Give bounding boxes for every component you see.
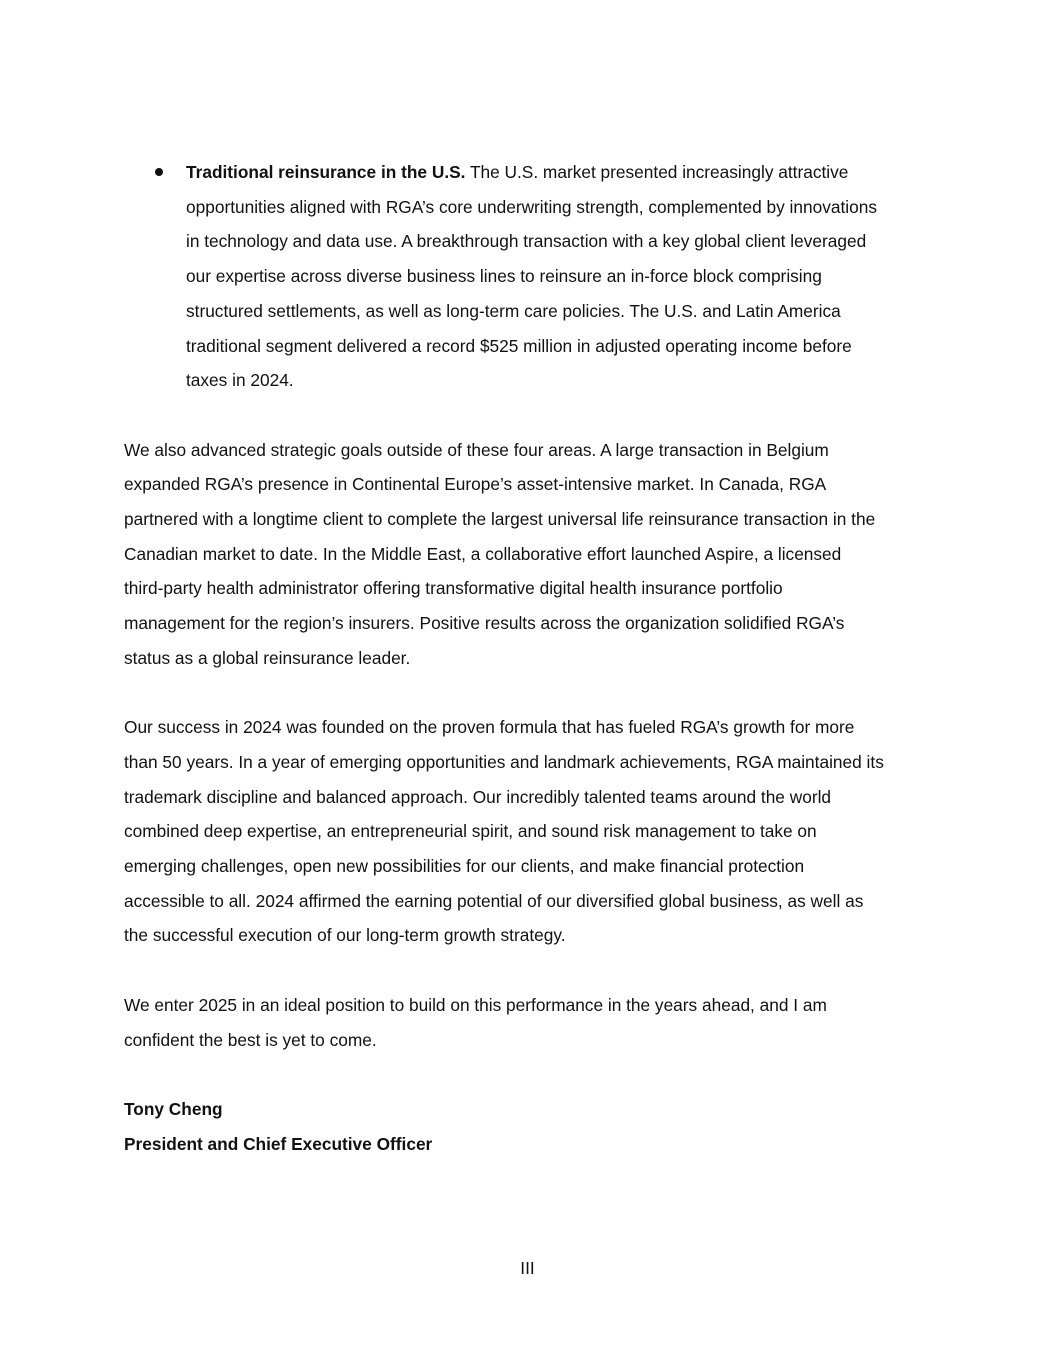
bullet-line: [186, 162, 848, 182]
paragraph-line: confident the best is yet to come.: [124, 1029, 377, 1050]
signature-title: President and Chief Executive Officer: [124, 1134, 433, 1154]
paragraph-line: management for the region’s insurers. Positive results across the organization solidified RGA’s: [124, 613, 845, 634]
signature-name: Tony Cheng: [124, 1099, 223, 1119]
paragraph-line: accessible to all. 2024 affirmed the earning potential of our diversified global business, as well as: [124, 890, 864, 911]
paragraph-line: third-party health administrator offering transformative digital health insurance portfolio: [124, 578, 783, 599]
paragraph-line: emerging challenges, open new possibilities for our clients, and make financial protection: [124, 856, 805, 876]
bullet-line: traditional segment delivered a record $525 million in adjusted operating income before: [186, 335, 852, 356]
paragraph-line: Canadian market to date. In the Middle East, a collaborative effort launched Aspire, a licensed: [124, 543, 842, 564]
paragraph-line: We enter 2025 in an ideal position to build on this performance in the years ahead, and I am: [124, 994, 827, 1015]
bullet-text: The U.S. market presented increasingly attractive: [465, 162, 849, 182]
paragraph-line: combined deep expertise, an entrepreneurial spirit, and sound risk management to take on: [124, 821, 817, 842]
page-number: III: [520, 1258, 535, 1278]
paragraph-line: partnered with a longtime client to complete the largest universal life reinsurance transaction in the: [124, 509, 876, 529]
bullet-lead: Traditional reinsurance in the U.S.: [186, 162, 466, 182]
paragraph-line: Our success in 2024 was founded on the proven formula that has fueled RGA’s growth for more: [124, 717, 855, 738]
paragraph-line: the successful execution of our long-term growth strategy.: [124, 925, 566, 946]
bullet-icon: [155, 168, 163, 176]
bullet-line: taxes in 2024.: [186, 370, 294, 391]
bullet-line: in technology and data use. A breakthrough transaction with a key global client leveraged: [186, 231, 867, 252]
paragraph-line: trademark discipline and balanced approach. Our incredibly talented teams around the world: [124, 786, 832, 807]
bullet-line: structured settlements, as well as long-term care policies. The U.S. and Latin America: [186, 300, 841, 321]
bullet-line: opportunities aligned with RGA’s core underwriting strength, complemented by innovations: [186, 196, 877, 217]
paragraph-line: expanded RGA’s presence in Continental Europe’s asset-intensive market. In Canada, RGA: [124, 474, 827, 495]
paragraph-line: We also advanced strategic goals outside of these four areas. A large transaction in Belgium: [124, 439, 829, 460]
paragraph-line: than 50 years. In a year of emerging opportunities and landmark achievements, RGA maintained its: [124, 751, 884, 772]
bullet-line: our expertise across diverse business lines to reinsure an in-force block comprising: [186, 266, 822, 287]
paragraph-line: status as a global reinsurance leader.: [124, 647, 411, 668]
